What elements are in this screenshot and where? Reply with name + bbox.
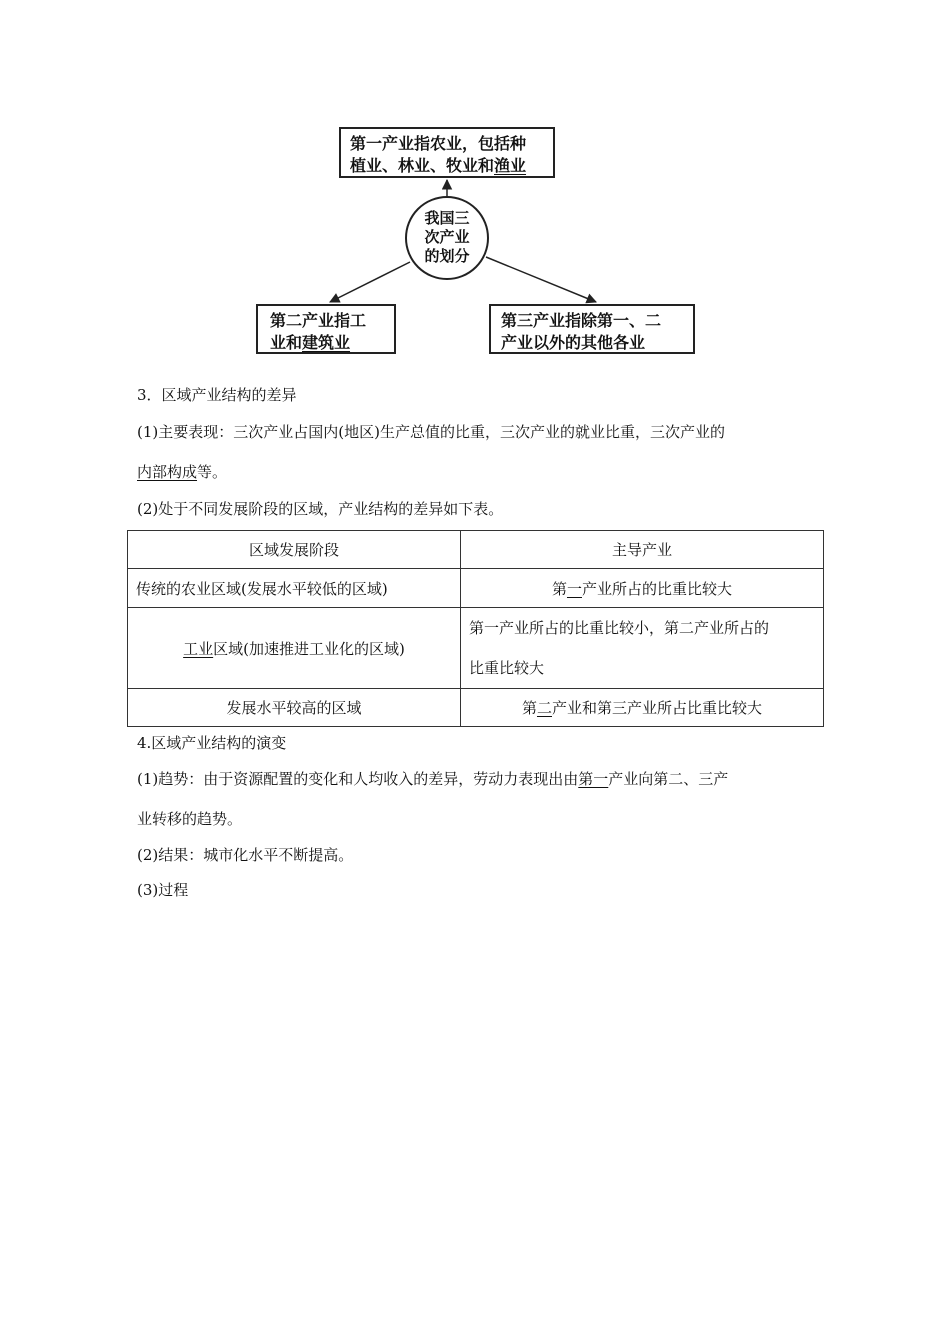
section3-p2: (2)处于不同发展阶段的区域，产业结构的差异如下表。: [137, 500, 504, 518]
primary-industry-box: [339, 127, 555, 178]
arrow-to-tertiary: [486, 257, 596, 302]
table-cell: 发展水平较高的区域: [128, 689, 461, 727]
underlined-term: 第一: [578, 770, 609, 788]
table-cell: 工业区域(加速推进工业化的区域): [128, 608, 461, 689]
section4-p1-line2: 业转移的趋势。: [137, 810, 243, 828]
table-cell: 传统的农业区域(发展水平较低的区域): [128, 569, 461, 608]
table-row: [128, 608, 824, 689]
table-cell: 第一产业所占的比重比较小，第二产业所占的 比重比较大: [461, 608, 824, 689]
table-cell: 第二产业和第三产业所占比重比较大: [461, 689, 824, 727]
diagram-arrows: [0, 0, 950, 380]
arrow-to-secondary: [330, 262, 410, 302]
table-header-row: [128, 531, 824, 569]
section4-heading: 4.区域产业结构的演变: [137, 734, 287, 752]
secondary-line2: 业和: [270, 333, 303, 352]
center-line1: 我国三: [424, 209, 470, 227]
center-circle: [405, 196, 489, 280]
center-line3: 的划分: [424, 247, 470, 265]
secondary-line1: 第二产业指工: [270, 311, 367, 330]
section3-p1-line1: (1)主要表现：三次产业占国内(地区)生产总值的比重，三次产业的就业比重，三次产业的: [137, 423, 725, 441]
section4-p3: (3)过程: [137, 881, 189, 899]
structure-table: [127, 530, 824, 727]
primary-line2: 植业、林业、牧业和: [350, 156, 495, 175]
section4-p2: (2)结果：城市化水平不断提高。: [137, 846, 354, 864]
primary-line1: 第一产业指农业，包括种: [350, 134, 527, 153]
center-line2: 次产业: [424, 228, 470, 246]
section3-p1-line2: 内部构成等。: [137, 463, 228, 481]
table-header: 主导产业: [461, 531, 824, 569]
table-header: 区域发展阶段: [128, 531, 461, 569]
table-cell: 第一产业所占的比重比较大: [461, 569, 824, 608]
secondary-underlined: 建筑业: [302, 333, 351, 352]
tertiary-line1: 第三产业指除第一、二: [501, 311, 662, 330]
table-row: [128, 689, 824, 727]
tertiary-industry-box: [489, 304, 695, 354]
section4-p1-line1: (1)趋势：由于资源配置的变化和人均收入的差异，劳动力表现出由第一产业向第二、三产: [137, 770, 729, 788]
section3-heading: 3．区域产业结构的差异: [137, 386, 297, 404]
table-row: [128, 569, 824, 608]
underlined-term: 内部构成: [137, 463, 198, 481]
primary-underlined: 渔业: [494, 156, 527, 175]
tertiary-line2: 产业以外的其他各业: [501, 333, 646, 352]
secondary-industry-box: [256, 304, 396, 354]
